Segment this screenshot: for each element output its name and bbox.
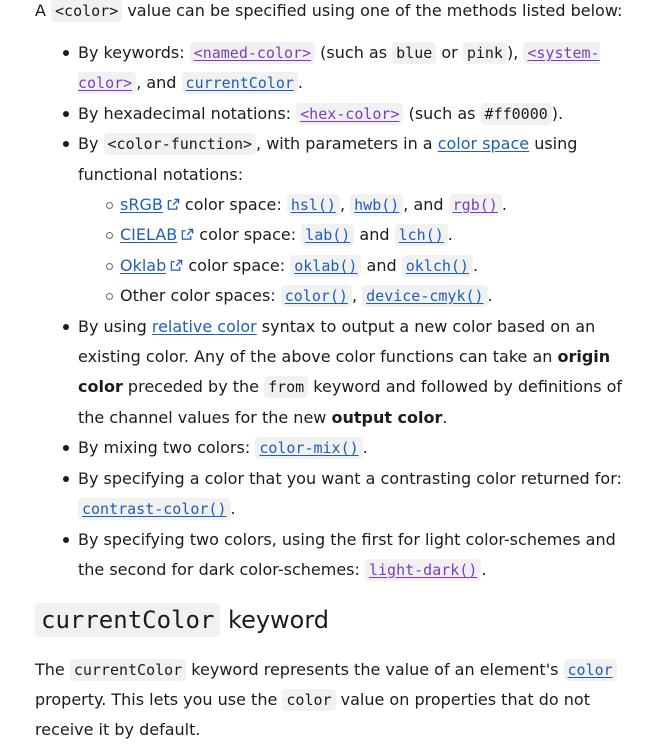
desc-end: value on properties that do not receive it by default. — [35, 690, 590, 739]
oklch-code: oklch() — [402, 255, 473, 277]
heading-text: keyword — [220, 606, 330, 634]
srgb-sep-2: , and — [403, 195, 449, 215]
hex-text: (such as — [403, 103, 481, 123]
light-dark-prefix: By specifying two colors, using the first for light color-schemes and the second for dark color-schemes: — [78, 529, 616, 579]
heading-code: currentColor — [35, 603, 220, 637]
desc-current-color-code: currentColor — [70, 659, 186, 681]
from-code: from — [264, 376, 308, 398]
system-color-code: <system-color> — [78, 44, 600, 93]
keywords-text-or: or — [436, 43, 463, 62]
light-dark-code: light-dark() — [365, 559, 481, 581]
desc-text-1: keyword represents the value of an element's — [186, 660, 564, 679]
device-cmyk-link[interactable] — [362, 286, 487, 305]
output-color-bold: output color — [331, 407, 443, 427]
sub-item-srgb — [120, 190, 638, 220]
pink-code: pink — [463, 42, 507, 64]
list-item-light-dark — [78, 525, 638, 586]
relative-text-3: keyword and followed by definitions of the channel values for the new — [78, 377, 623, 427]
lab-link[interactable] — [301, 225, 354, 244]
sub-item-cielab — [120, 220, 638, 250]
hex-example-code: #ff0000 — [481, 103, 552, 125]
srgb-link[interactable] — [120, 195, 180, 214]
oklab-code: oklab() — [290, 255, 361, 277]
oklab-link-text: Oklab — [120, 255, 167, 275]
list-item-hex — [78, 99, 638, 129]
light-dark-end: . — [481, 559, 487, 579]
desc-color-code: color — [282, 689, 335, 711]
list-item-contrast — [78, 464, 638, 525]
list-item-mix — [78, 433, 638, 463]
cielab-link-text: CIELAB — [120, 225, 178, 245]
cielab-label: color space: — [194, 225, 302, 245]
color-function-link[interactable] — [281, 286, 352, 305]
cielab-sep: and — [354, 225, 395, 245]
lch-code: lch() — [395, 224, 448, 246]
other-end: . — [487, 286, 493, 306]
hwb-code: hwb() — [350, 194, 403, 216]
oklab-function-link[interactable] — [290, 256, 361, 275]
description-paragraph — [35, 655, 635, 745]
device-cmyk-code: device-cmyk() — [362, 285, 487, 307]
keywords-text-and: , and — [136, 73, 182, 93]
color-space-list — [78, 190, 638, 312]
color-mix-link[interactable] — [255, 438, 362, 457]
hwb-link[interactable] — [350, 195, 403, 214]
intro-lead: A — [35, 1, 52, 20]
named-color-link[interactable] — [190, 43, 315, 62]
color-property-code: color — [564, 659, 617, 681]
lch-link[interactable] — [395, 225, 448, 244]
relative-end: . — [442, 407, 448, 427]
hsl-code: hsl() — [287, 194, 340, 216]
list-item-functions — [78, 129, 638, 311]
mix-prefix: By mixing two colors: — [78, 438, 256, 458]
color-type-code: <color> — [51, 0, 122, 22]
relative-text-2: preceded by the — [122, 377, 265, 397]
blue-code: blue — [392, 42, 436, 64]
other-label: Other color spaces: — [120, 286, 281, 306]
oklch-link[interactable] — [402, 256, 473, 275]
functions-end: using functional notations: — [78, 134, 578, 184]
color-mix-code: color-mix() — [255, 437, 362, 459]
external-link-icon — [181, 228, 194, 241]
list-item-keywords — [78, 38, 638, 99]
hex-end: ). — [551, 103, 564, 123]
rgb-link[interactable] — [449, 195, 502, 214]
keywords-text-2: ), — [506, 43, 524, 62]
color-property-link[interactable] — [564, 660, 617, 679]
srgb-end: . — [501, 195, 507, 215]
color-space-link[interactable]: color space — [437, 134, 530, 154]
lab-code: lab() — [301, 224, 354, 246]
hex-color-code: <hex-color> — [296, 103, 403, 125]
current-color-code: currentColor — [182, 72, 298, 94]
external-link-icon — [167, 198, 180, 211]
sub-item-oklab — [120, 251, 638, 281]
color-function-code: <color-function> — [104, 133, 257, 155]
srgb-link-text: sRGB — [120, 195, 163, 215]
light-dark-link[interactable] — [365, 560, 481, 579]
oklab-end: . — [472, 255, 479, 275]
srgb-label: color space: — [179, 195, 287, 215]
named-color-code: <named-color> — [190, 42, 315, 64]
cielab-end: . — [447, 225, 453, 245]
oklab-label: color space: — [183, 255, 291, 275]
functions-prefix: By — [78, 134, 104, 154]
relative-color-link[interactable]: relative color — [151, 316, 257, 336]
color-fn-code: color() — [281, 285, 352, 307]
intro-paragraph — [35, 0, 645, 26]
desc-text-2: property. This lets you use the — [35, 690, 283, 709]
sub-item-other — [120, 281, 638, 311]
mix-end: . — [362, 438, 368, 458]
functions-text: , with parameters in a — [256, 134, 438, 154]
oklab-sep: and — [361, 255, 402, 275]
origin-color-bold: origin color — [78, 347, 611, 397]
other-sep: , — [351, 286, 363, 306]
cielab-link[interactable] — [120, 225, 194, 244]
relative-prefix: By using — [78, 316, 152, 336]
srgb-sep-1: , — [339, 195, 351, 215]
desc-lead: The — [35, 660, 70, 679]
hex-prefix: By hexadecimal notations: — [78, 103, 297, 123]
methods-list — [78, 38, 638, 585]
contrast-prefix: By specifying a color that you want a contrasting color returned for: — [78, 468, 622, 488]
rgb-code: rgb() — [449, 194, 502, 216]
keywords-prefix: By keywords: — [78, 43, 190, 62]
relative-text-1: syntax to output a new color based on an existing color. Any of the above color functions can take an — [78, 316, 596, 367]
contrast-end: . — [230, 499, 236, 519]
external-link-icon — [170, 259, 183, 272]
hsl-link[interactable] — [287, 195, 340, 214]
contrast-color-link[interactable] — [78, 499, 231, 518]
oklab-space-link[interactable] — [120, 256, 183, 275]
keywords-end: . — [297, 73, 304, 93]
contrast-color-code: contrast-color() — [78, 498, 231, 520]
current-color-link[interactable] — [182, 73, 298, 92]
hex-color-link[interactable] — [296, 104, 403, 123]
section-heading — [35, 600, 329, 640]
list-item-relative — [78, 312, 638, 434]
intro-rest: value can be specified using one of the methods listed below: — [122, 1, 623, 20]
keywords-text-1: (such as — [315, 43, 393, 62]
